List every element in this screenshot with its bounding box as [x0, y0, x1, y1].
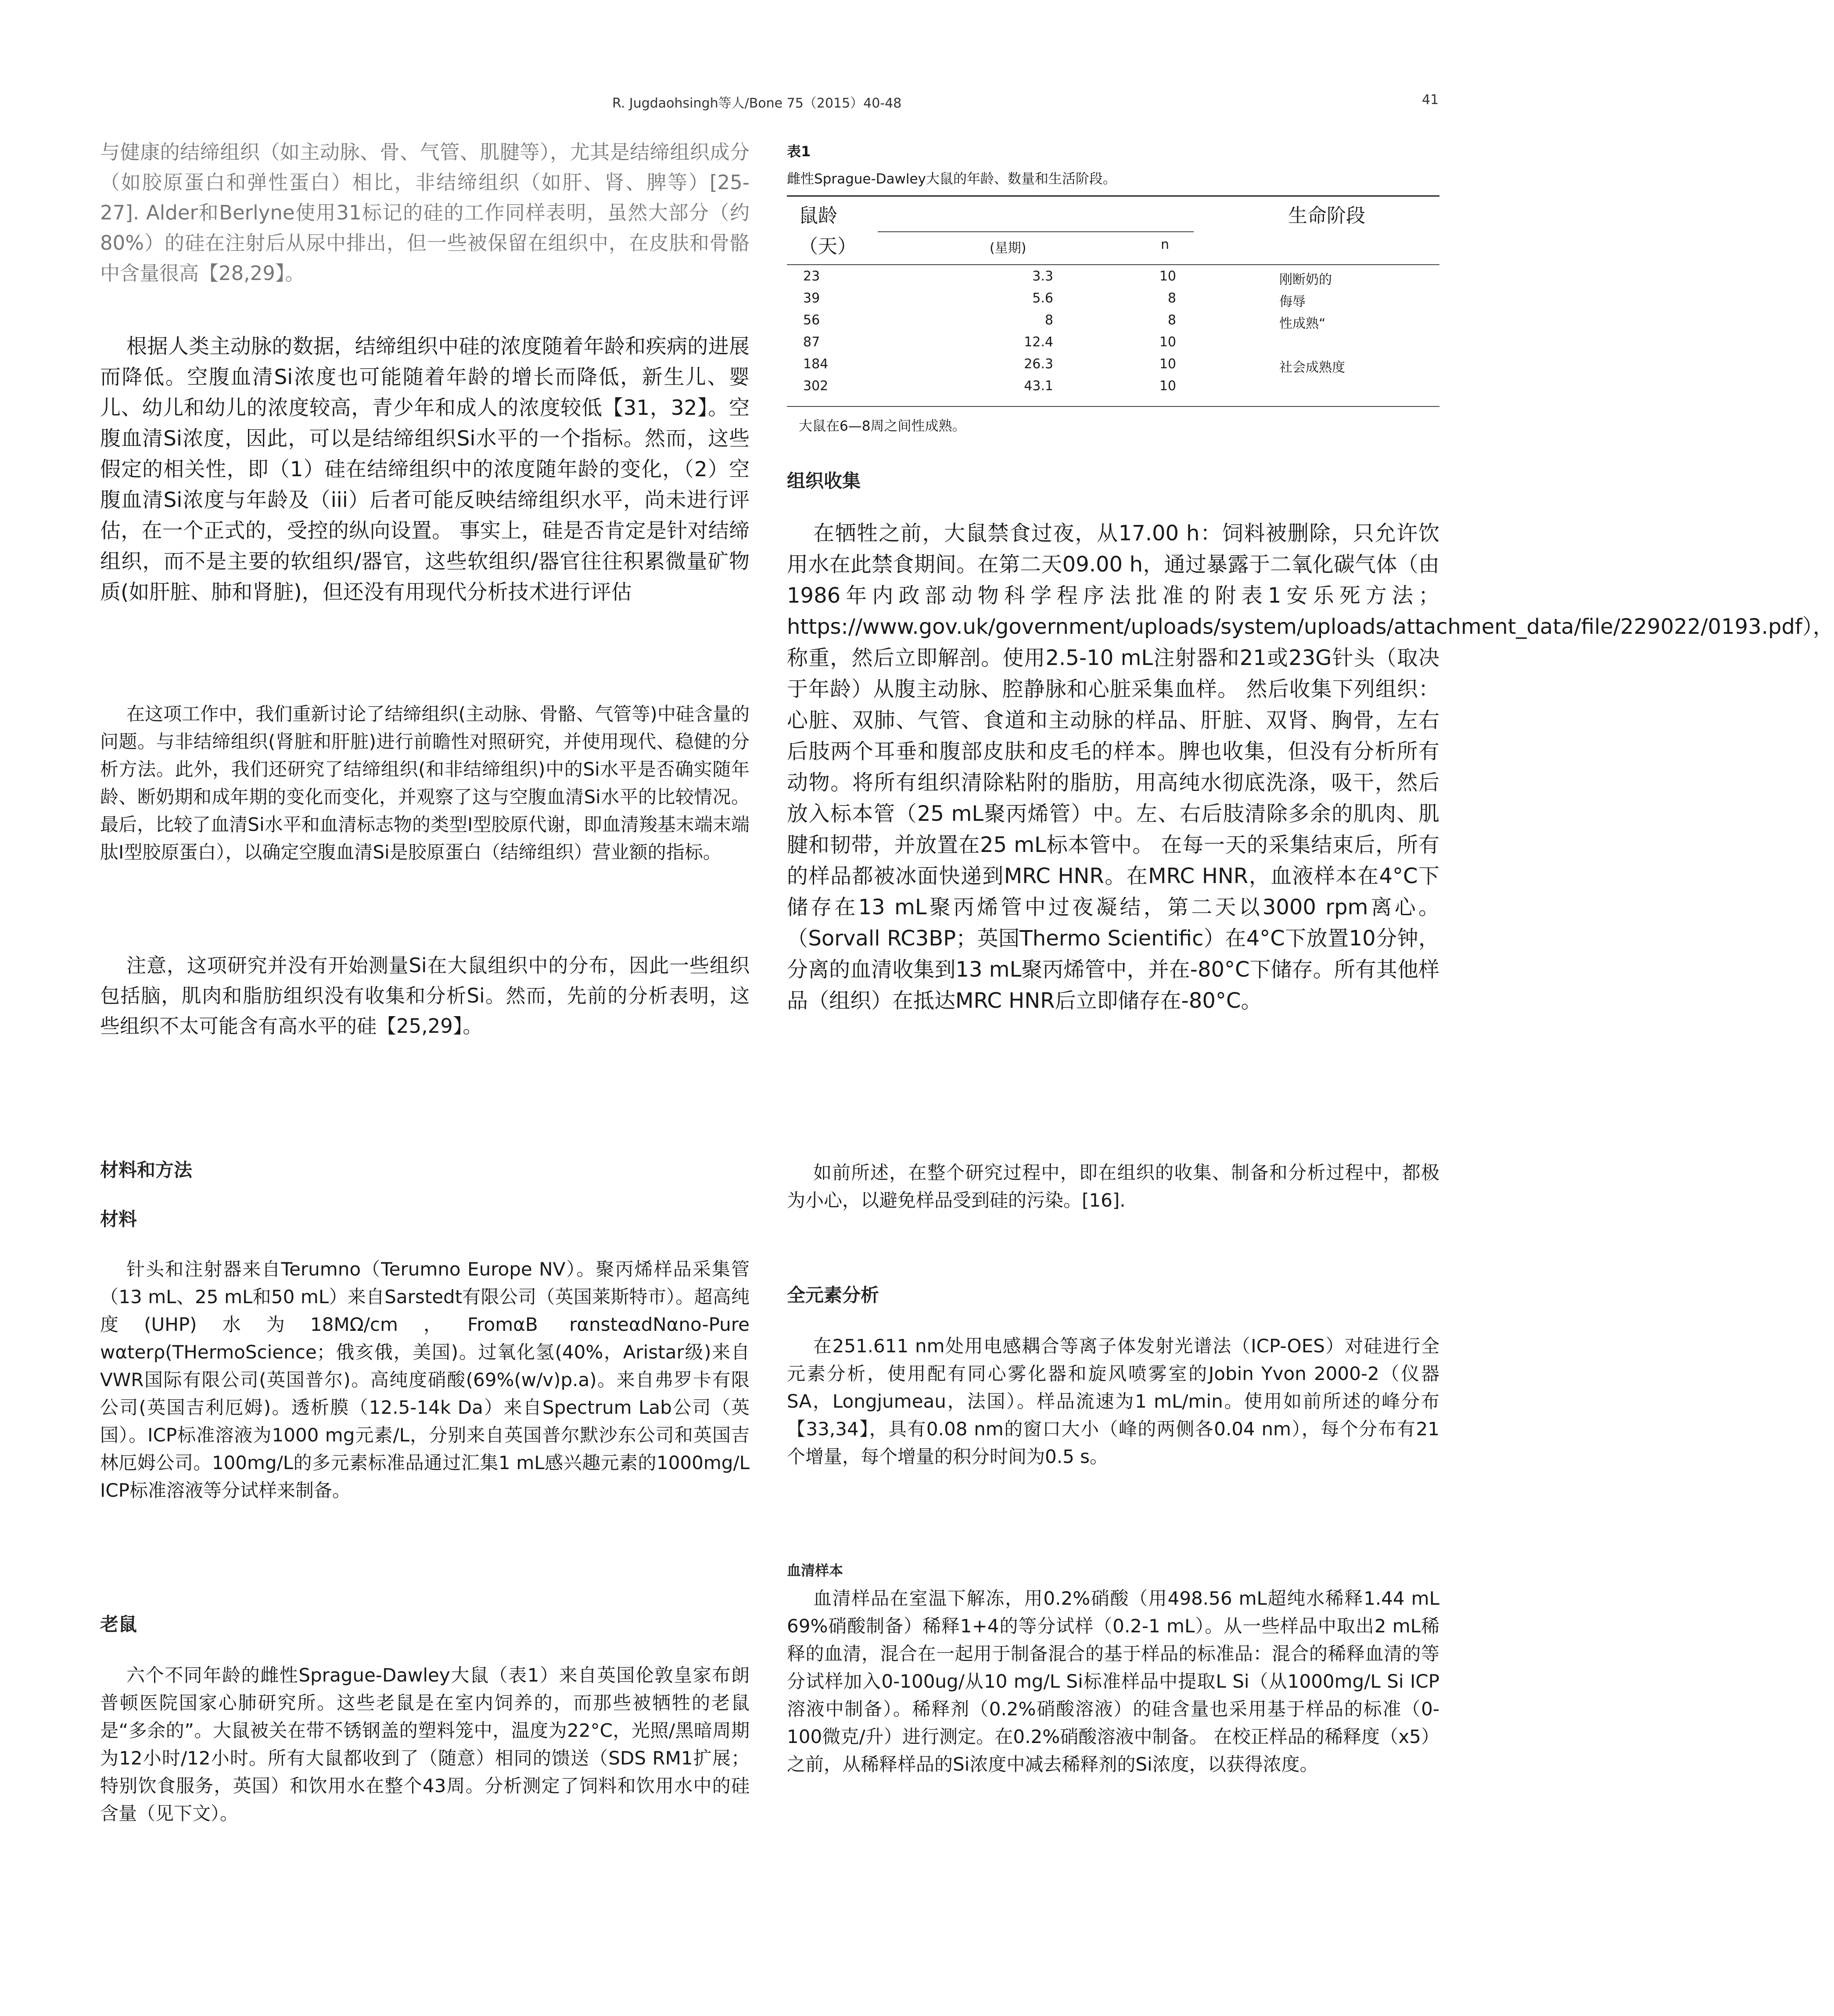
heading-total-element-analysis: 全元素分析: [787, 1284, 879, 1306]
table-cell-days: 23: [803, 269, 820, 284]
heading-serum-samples: 血清样本: [787, 1562, 843, 1579]
table-cell-weeks: 8: [1044, 313, 1053, 328]
table-label: 表1: [787, 143, 811, 160]
table-header-rule: [787, 264, 1439, 265]
running-title: R. Jugdaohsingh等人/Bone 75（2015）40-48: [612, 96, 902, 111]
paragraph-tissue-collection: 在牺牲之前，大鼠禁食过夜，从17.00 h：饲料被删除，只允许饮用水在此禁食期间。在第二天09.00 h，通过暴露于二氧化碳气体（由1986年内政部动物科学程序法批准的附表1安乐死方法；https://www.gov.uk/government/uploads/system/uploads/attachment_data/file/229022/0193.pdf），称重，然后立即解剖。使用2.5-10 mL注射器和21或23G针头（取决于年龄）从腹主动脉、腔静脉和心脏采集血样。 然后收集下列组织：心脏、双肺、气管、食道和主动脉的样品、肝脏、双肾、胸骨，左右后肢两个耳垂和腹部皮肤和皮毛的样本。脾也收集，但没有分析所有动物。将所有组织清除粘附的脂肪，用高纯水彻底洗涤，吸干，然后放入标本管（25 mL聚丙烯管）中。左、右后肢清除多余的肌肉、肌腱和韧带，并放置在25 mL标本管中。 在每一天的采集结束后，所有的样品都被冰面快递到MRC HNR。在MRC HNR，血液样本在4°C下储存在13 mL聚丙烯管中过夜凝结，第二天以3000 rpm离心。（Sorvall RC3BP；英国Thermo Scientific）在4°C下放置10分钟，分离的血清收集到13 mL聚丙烯管中，并在-80°C下储存。所有其他样品（组织）在抵达MRC HNR后立即储存在-80°C。: [787, 521, 1834, 1013]
table-cell-n: 10: [1159, 269, 1176, 284]
heading-materials-and-methods: 材料和方法: [100, 1159, 193, 1181]
table-cell-n: 8: [1167, 313, 1176, 328]
page-number: 41: [1422, 92, 1439, 108]
table-cell-days: 302: [803, 378, 829, 394]
table-top-rule: [787, 195, 1439, 197]
paragraph-note: 注意，这项研究并没有开始测量Si在大鼠组织中的分布，因此一些组织包括脑，肌肉和脂肪组织没有收集和分析Si。然而，先前的分析表明，这些组织不太可能含有高水平的硅【25,29】。: [100, 954, 750, 1038]
heading-tissue-collection: 组织收集: [787, 470, 861, 492]
table-header-age-line1: 鼠龄: [799, 205, 837, 227]
table-bottom-rule: [787, 406, 1439, 407]
heading-materials: 材料: [100, 1208, 137, 1230]
paragraph-intro-continued: 与健康的结缔组织（如主动脉、骨、气管、肌腱等），尤其是结缔组织成分（如胶原蛋白和弹性蛋白）相比，非结缔组织（如肝、肾、脾等）[25-27]. Alder和Berlyne使用31标记的硅的工作同样表明，虽然大部分（约80%）的硅在注射后从尿中排出，但一些被保留在组织中，在皮肤和骨骼中含量很高【28,29】。: [100, 140, 750, 285]
table-cell-weeks: 3.3: [1032, 269, 1053, 284]
paragraph-serum-samples: 血清样品在室温下解冻，用0.2%硝酸（用498.56 mL超纯水稀释1.44 mL 69%硝酸制备）稀释1+4的等分试样（0.2-1 mL）。从一些样品中取出2 mL稀释的血清，混合在一起用于制备混合的基于样品的标准品：混合的稀释血清的等分试样加入0-100ug/从10 mg/L Si标准样品中提取L Si（从1000mg/L Si ICP溶液中制备）。稀释剂（0.2%硝酸溶液）的硅含量也采用基于样品的标准（0-100微克/升）进行测定。在0.2%硝酸溶液中制备。 在校正样品的稀释度（x5）之前，从稀释样品的Si浓度中减去稀释剂的Si浓度，以获得浓度。: [787, 1588, 1439, 1775]
table-cell-stage: 侮辱: [1279, 294, 1306, 309]
table-header-age-line2: （天）: [799, 235, 857, 258]
table-cell-n: 10: [1159, 356, 1176, 372]
paragraph-this-work: 在这项工作中，我们重新讨论了结缔组织(主动脉、骨骼、气管等)中硅含量的问题。与非结缔组织(肾脏和肝脏)进行前瞻性对照研究，并使用现代、稳健的分析方法。此外，我们还研究了结缔组织(和非结缔组织)中的Si水平是否确实随年龄、断奶期和成年期的变化而变化，并观察了这与空腹血清Si水平的比较情况。最后，比较了血清Si水平和血清标志物的类型I型胶原代谢，即血清羧基末端末端肽I型胶原蛋白），以确定空腹血清Si是胶原蛋白（结缔组织）营业额的指标。: [100, 703, 750, 863]
table-header-life-stage: 生命阶段: [1288, 205, 1365, 227]
heading-rats: 老鼠: [100, 1614, 137, 1635]
table-cell-days: 39: [803, 291, 820, 306]
table-cell-stage: 性成熟“: [1279, 316, 1326, 331]
table-spanner-rule: [878, 231, 1194, 232]
paragraph-rats: 六个不同年龄的雌性Sprague-Dawley大鼠（表1）来自英国伦敦皇家布朗普顿医院国家心肺研究所。这些老鼠是在室内饲养的，而那些被牺牲的老鼠是“多余的”。大鼠被关在带不锈钢盖的塑料笼中，温度为22°C，光照/黑暗周期为12小时/12小时。所有大鼠都收到了（随意）相同的馈送（SDS RM1扩展；特别饮食服务，英国）和饮用水在整个43周。分析测定了饲料和饮用水中的硅含量（见下文）。: [100, 1664, 750, 1824]
table-cell-days: 87: [803, 334, 820, 350]
table-cell-stage: 社会成熟度: [1279, 360, 1345, 375]
table-cell-weeks: 5.6: [1032, 291, 1053, 306]
table-cell-n: 8: [1167, 291, 1176, 306]
table-caption: 雌性Sprague-Dawley大鼠的年龄、数量和生活阶段。: [787, 171, 1116, 187]
paragraph-contamination: 如前所述，在整个研究过程中，即在组织的收集、制备和分析过程中，都极为小心，以避免样品受到硅的污染。[16].: [787, 1162, 1439, 1211]
table-footnote: 大鼠在6—8周之间性成熟。: [799, 418, 966, 434]
table-header-weeks: (星期): [990, 241, 1026, 256]
table-cell-days: 56: [803, 313, 820, 328]
table-cell-n: 10: [1159, 378, 1176, 394]
paragraph-total-element-analysis: 在251.611 nm处用电感耦合等离子体发射光谱法（ICP-OES）对硅进行全元素分析，使用配有同心雾化器和旋风喷雾室的Jobin Yvon 2000-2（仪器SA，Longjumeau，法国）。样品流速为1 mL/min。使用如前所述的峰分布【33,34】，具有0.08 nm的窗口大小（峰的两侧各0.04 nm），每个分布有21个增量，每个增量的积分时间为0.5 s。: [787, 1335, 1439, 1467]
table-cell-n: 10: [1159, 334, 1176, 350]
table-header-n: n: [1161, 237, 1170, 252]
table-cell-stage: 刚断奶的: [1279, 272, 1332, 287]
table-cell-days: 184: [803, 356, 829, 372]
paragraph-materials: 针头和注射器来自Terumno（Terumno Europe NV）。聚丙烯样品采集管（13 mL、25 mL和50 mL）来自Sarstedt有限公司（英国莱斯特市）。超高纯度(UHP)水为18MΩ/cm，FromαB rαnsteαdNαno-Pure wαterρ(THermoScience；俄亥俄，美国)。过氧化氢(40%，Aristar级)来自VWR国际有限公司(英国普尔)。高纯度硝酸(69%(w/v)p.a)。来自弗罗卡有限公司(英国吉利厄姆)。透析膜（12.5-14k Da）来自Spectrum Lab公司（英国）。ICP标准溶液为1000 mg元素/L，分别来自英国普尔默沙东公司和英国吉林厄姆公司。100mg/L的多元素标准品通过汇集1 mL感兴趣元素的1000mg/L ICP标准溶液等分试样来制备。: [100, 1258, 750, 1501]
table-cell-weeks: 43.1: [1024, 378, 1053, 394]
table-cell-weeks: 12.4: [1024, 334, 1053, 350]
paragraph-aorta-data: 根据人类主动脉的数据，结缔组织中硅的浓度随着年龄和疾病的进展而降低。空腹血清Si浓度也可能随着年龄的增长而降低，新生儿、婴儿、幼儿和幼儿的浓度较高，青少年和成人的浓度较低【31，32】。空腹血清Si浓度，因此，可以是结缔组织Si水平的一个指标。然而，这些假定的相关性，即（1）硅在结缔组织中的浓度随年龄的变化，（2）空腹血清Si浓度与年龄及（iii）后者可能反映结缔组织水平，尚未进行评估，在一个正式的，受控的纵向设置。 事实上，硅是否肯定是针对结缔组织，而不是主要的软组织/器官，这些软组织/器官往往积累微量矿物质(如肝脏、肺和肾脏)，但还没有用现代分析技术进行评估: [100, 334, 750, 604]
table-cell-weeks: 26.3: [1024, 356, 1053, 372]
